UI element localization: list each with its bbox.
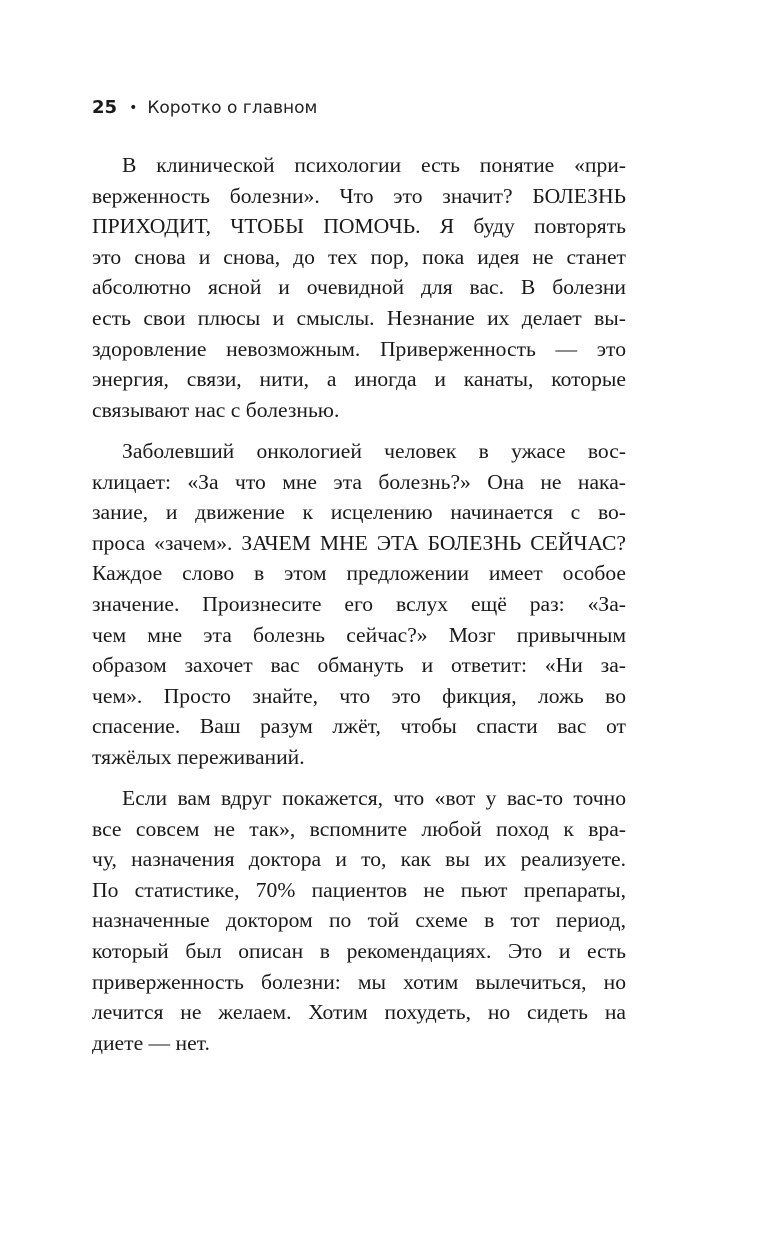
text-line: назначенные доктором по той схеме в тот период, [92,908,626,933]
text-line: здоровление невозможным. Приверженность — это [92,336,626,361]
text-line: В клинической психологии есть понятие «при- [122,153,626,177]
text-line: связывают нас с болезнью. [92,397,340,422]
paragraph-2 [92,436,626,773]
text-line: диете — нет. [92,1030,210,1055]
text-line: чем». Просто знайте, что это фикция, ложь во [92,683,626,708]
text-line: спасение. Ваш разум лжёт, чтобы спасти вас от [92,714,626,739]
text-line: значение. Произнесите его вслух ещё раз: «За- [92,591,626,616]
text-line: верженность болезни». Что это значит? БОЛЕЗНЬ [92,183,626,208]
text-line: образом захочет вас обмануть и ответит: «Ни за- [92,653,626,678]
text-line: Если вам вдруг покажется, что «вот у вас-то точно [122,786,626,811]
text-line: который был описан в рекомендациях. Это и есть [92,939,626,964]
text-line: тяжёлых переживаний. [92,744,305,769]
body-text [92,150,626,1069]
section-title: Коротко о главном [147,98,318,118]
text-line: абсолютно ясной и очевидной для вас. В болезни [92,275,626,300]
text-line: чу, назначения доктора и то, как вы их реализуете. [92,847,626,872]
text-line: зание, и движение к исцелению начинается с во- [92,500,626,525]
text-line: все совсем не так», вспомните любой поход к вра- [92,816,626,841]
text-line: Каждое слово в этом предложении имеет особое [92,561,626,586]
page-number: 25 [92,97,118,118]
text-line: это снова и снова, до тех пор, пока идея не станет [92,244,626,269]
text-line: клицает: «За что мне эта болезнь?» Она не нака- [92,469,626,494]
text-line: приверженность болезни: мы хотим вылечиться, но [92,969,626,994]
paragraph-3 [92,783,626,1058]
text-line: чем мне эта болезнь сейчас?» Мозг привычным [92,622,626,647]
bullet-separator: • [129,100,138,116]
text-line: ПРИХОДИТ, ЧТОБЫ ПОМОЧЬ. Я буду повторять [92,214,626,239]
text-line: энергия, связи, нити, а иногда и канаты, которые [92,367,626,392]
text-line: есть свои плюсы и смыслы. Незнание их делает вы- [92,305,626,330]
text-line: проса «зачем». ЗАЧЕМ МНЕ ЭТА БОЛЕЗНЬ СЕЙЧАС? [92,530,626,555]
text-line: По статистике, 70% пациентов не пьют препараты, [92,877,626,902]
running-head [92,96,317,120]
paragraph-1 [92,150,626,425]
text-line: Заболевший онкологией человек в ужасе вос- [122,438,626,463]
text-line: лечится не желаем. Хотим похудеть, но сидеть на [92,1000,626,1025]
